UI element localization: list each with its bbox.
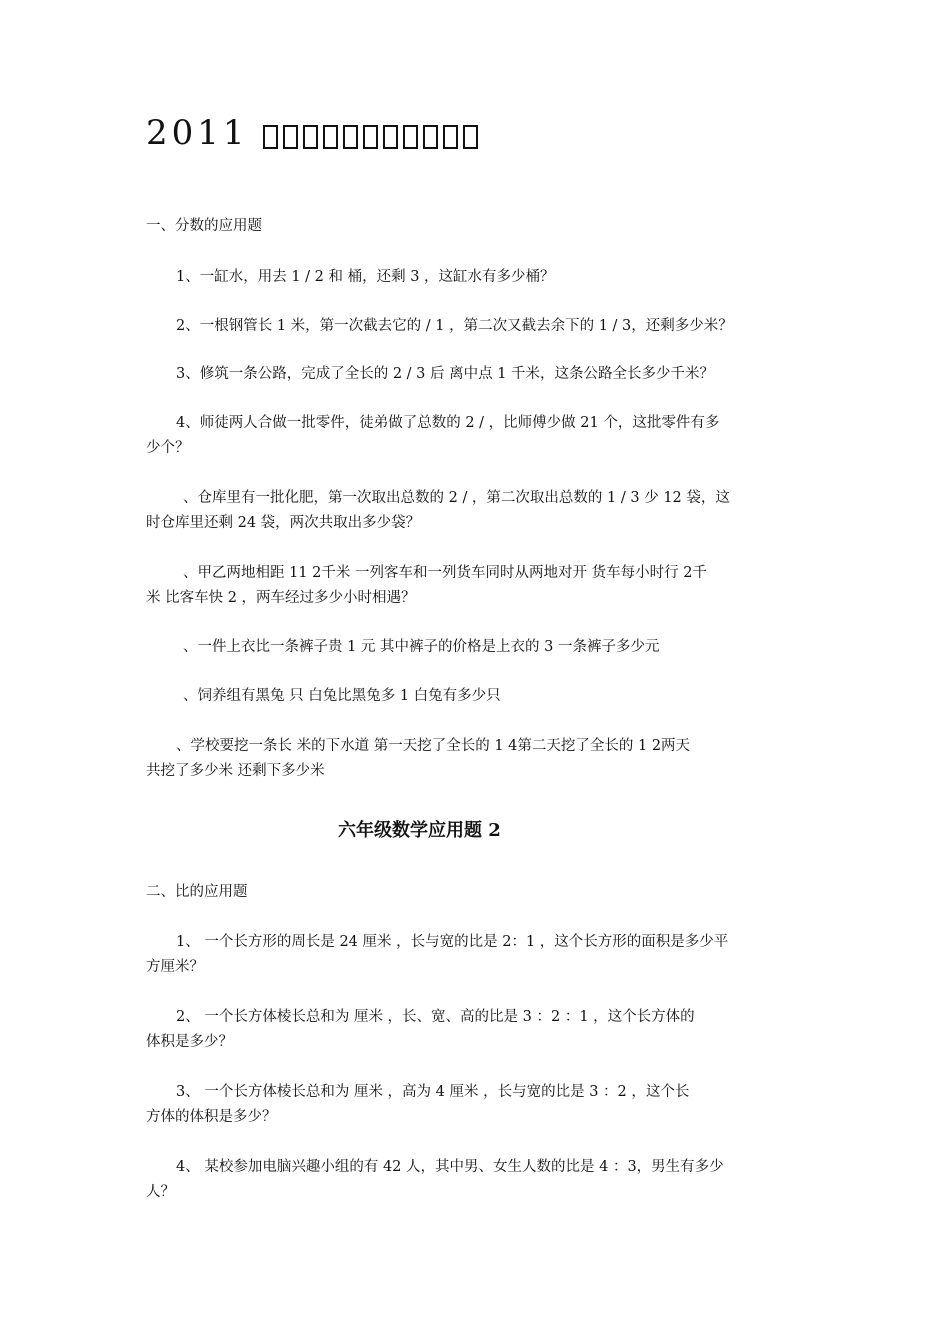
missing-glyph-box [343,125,358,149]
missing-glyph-box [323,125,338,149]
section2-line: 体积是多少？ [146,1034,233,1050]
section1-line: 共挖了多少米 还剩下多少米 [146,763,325,779]
missing-glyph-boxes [263,118,483,152]
missing-glyph-box [383,125,398,149]
missing-glyph-box [443,125,458,149]
section1-line: 米 比客车快 2 ，两车经过多少小时相遇？ [146,590,416,606]
page-title [146,113,483,153]
section1-line: 1、一缸水，用去 1 / 2 和 桶，还剩 3 ，这缸水有多少桶？ [176,269,555,285]
section1-line: 时仓库里还剩 24 袋，两次共取出多少袋？ [146,515,421,531]
section1-line: 2、一根钢管长 1 米，第一次截去它的 / 1 ，第二次又截去余下的 1 / 3，还剩多少米？ [176,318,733,334]
section1-line: 、学校要挖一条长 米的下水道 第一天挖了全长的 1 4第二天挖了全长的 1 2两天 [176,738,691,754]
section2-line: 4、 某校参加电脑兴趣小组的有 42 人，其中男、女生人数的比是 4 ：3，男生有多少 [176,1159,724,1175]
section2-line: 人？ [146,1184,175,1200]
section2-line: 2、 一个长方体棱长总和为 厘米 ，长、宽、高的比是 3 ：2 ：1 ，这个长方体的 [176,1009,695,1025]
section1-line: 、饲养组有黑兔 只 白兔比黑兔多 1 白兔有多少只 [183,688,501,704]
section1-line: 、甲乙两地相距 11 2千米 一列客车和一列货车同时从两地对开 货车每小时行 2千 [183,565,707,581]
section2-line: 方体的体积是多少？ [146,1109,277,1125]
missing-glyph-box [363,125,378,149]
section2-line: 1、 一个长方形的周长是 24 厘米 ，长与宽的比是 2：1 ，这个长方形的面积是多少平 [176,934,729,950]
section2-line: 方厘米？ [146,959,204,975]
missing-glyph-box [303,125,318,149]
section1-heading: 一、分数的应用题 [146,218,262,234]
section2-title: 六年级数学应用题 2 [338,820,501,841]
missing-glyph-box [463,125,478,149]
missing-glyph-box [403,125,418,149]
section1-line: 、一件上衣比一条裤子贵 1 元 其中裤子的价格是上衣的 3 一条裤子多少元 [183,639,660,655]
section1-line: 、仓库里有一批化肥，第一次取出总数的 2 / ，第二次取出总数的 1 / 3 少 12 袋，这 [183,490,730,506]
missing-glyph-box [423,125,438,149]
section2-heading: 二、比的应用题 [146,884,248,900]
section2-line: 3、 一个长方体棱长总和为 厘米 ，高为 4 厘米 ，长与宽的比是 3 ：2 ，这个长 [176,1084,690,1100]
page-title-text: 2011 [146,113,249,153]
missing-glyph-box [283,125,298,149]
section1-line: 4、师徒两人合做一批零件，徒弟做了总数的 2 / ，比师傅少做 21 个，这批零件有多 [176,415,720,431]
missing-glyph-box [263,125,278,149]
section1-line: 少个？ [146,440,190,456]
section1-line: 3、修筑一条公路，完成了全长的 2 / 3 后 离中点 1 千米，这条公路全长多少千米？ [176,366,715,382]
